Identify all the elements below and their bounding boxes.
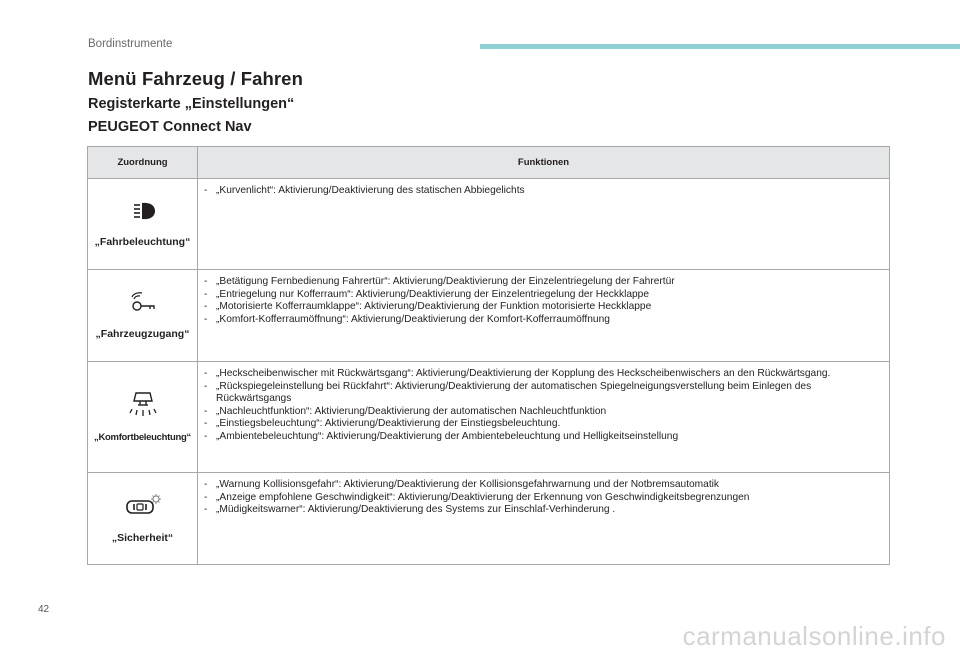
list-item: - „Einstiegsbeleuchtung“: Aktivierung/Deaktivierung der Einstiegsbeleuchtung.	[204, 418, 881, 431]
list-item: - „Müdigkeitswarner“: Aktivierung/Deaktivierung des Systems zur Einschlaf-Verhinderung .	[204, 504, 881, 517]
car-safety-gear-icon	[88, 493, 197, 522]
settings-table	[87, 146, 890, 565]
list-item: - „Heckscheibenwischer mit Rückwärtsgang“: Aktivierung/Deaktivierung der Kopplung des Heckscheibenwischers an den Rückwärtsgang.	[204, 368, 881, 381]
key-wireless-icon	[88, 291, 197, 318]
table-row	[88, 179, 890, 270]
functions-cell	[198, 362, 890, 473]
function-list	[204, 479, 881, 517]
ceiling-lamp-icon	[88, 391, 197, 422]
list-item: - „Betätigung Fernbedienung Fahrertür“: Aktivierung/Deaktivierung der Einzelentriegelung der Fahrertür	[204, 276, 881, 289]
table-header-row	[88, 147, 890, 179]
functions-cell	[198, 473, 890, 565]
function-list	[204, 368, 881, 443]
list-item: - „Entriegelung nur Kofferraum“: Aktivierung/Deaktivierung der Einzelentriegelung der Heckklappe	[204, 289, 881, 302]
functions-cell	[198, 179, 890, 270]
function-list	[204, 276, 881, 326]
assignment-cell	[88, 362, 198, 473]
headlight-icon	[88, 201, 197, 226]
assignment-label: „Fahrbeleuchtung“	[94, 235, 191, 248]
list-item: - „Nachleuchtfunktion“: Aktivierung/Deaktivierung der automatischen Nachleuchtfunktion	[204, 406, 881, 419]
page-subtitle-nav: PEUGEOT Connect Nav	[88, 119, 252, 135]
list-item: - „Warnung Kollisionsgefahr“: Aktivierung/Deaktivierung der Kollisionsgefahrwarnung und der Notbremsautomatik	[204, 479, 881, 492]
table-row	[88, 473, 890, 565]
functions-cell	[198, 270, 890, 362]
assignment-label: „Komfortbeleuchtung“	[94, 432, 191, 443]
page-number: 42	[38, 604, 50, 615]
header-functions: Funktionen	[198, 147, 890, 179]
list-item: - „Rückspiegeleinstellung bei Rückfahrt“: Aktivierung/Deaktivierung der automatischen Spiegelneigungsverstellung beim Einlegen des Rückwärtsgangs	[204, 381, 881, 406]
list-item: - „Anzeige empfohlene Geschwindigkeit“: Aktivierung/Deaktivierung der Erkennung von Geschwindigkeitsbegrenzungen	[204, 492, 881, 505]
list-item: - „Motorisierte Kofferraumklappe“: Aktivierung/Deaktivierung der Funktion motorisierte Heckklappe	[204, 301, 881, 314]
assignment-cell	[88, 270, 198, 362]
assignment-label: „Fahrzeugzugang“	[95, 328, 190, 340]
table-row	[88, 270, 890, 362]
assignment-cell	[88, 179, 198, 270]
section-label: Bordinstrumente	[88, 38, 173, 50]
table-row	[88, 362, 890, 473]
function-list	[204, 185, 881, 198]
list-item: - „Kurvenlicht“: Aktivierung/Deaktivierung des statischen Abbiegelichts	[204, 185, 881, 198]
page-subtitle: Registerkarte „Einstellungen“	[88, 96, 295, 112]
header-accent-bar	[480, 44, 960, 49]
header-assignment: Zuordnung	[88, 147, 198, 179]
list-item: - „Ambientebeleuchtung“: Aktivierung/Deaktivierung der Ambientebeleuchtung und Helligkeitseinstellung	[204, 431, 881, 444]
page-title: Menü Fahrzeug / Fahren	[88, 68, 303, 89]
assignment-label: „Sicherheit“	[111, 532, 174, 544]
list-item: - „Komfort-Kofferraumöffnung“: Aktivierung/Deaktivierung der Komfort-Kofferraumöffnung	[204, 314, 881, 327]
watermark: carmanualsonline.info	[682, 621, 946, 651]
assignment-cell	[88, 473, 198, 565]
